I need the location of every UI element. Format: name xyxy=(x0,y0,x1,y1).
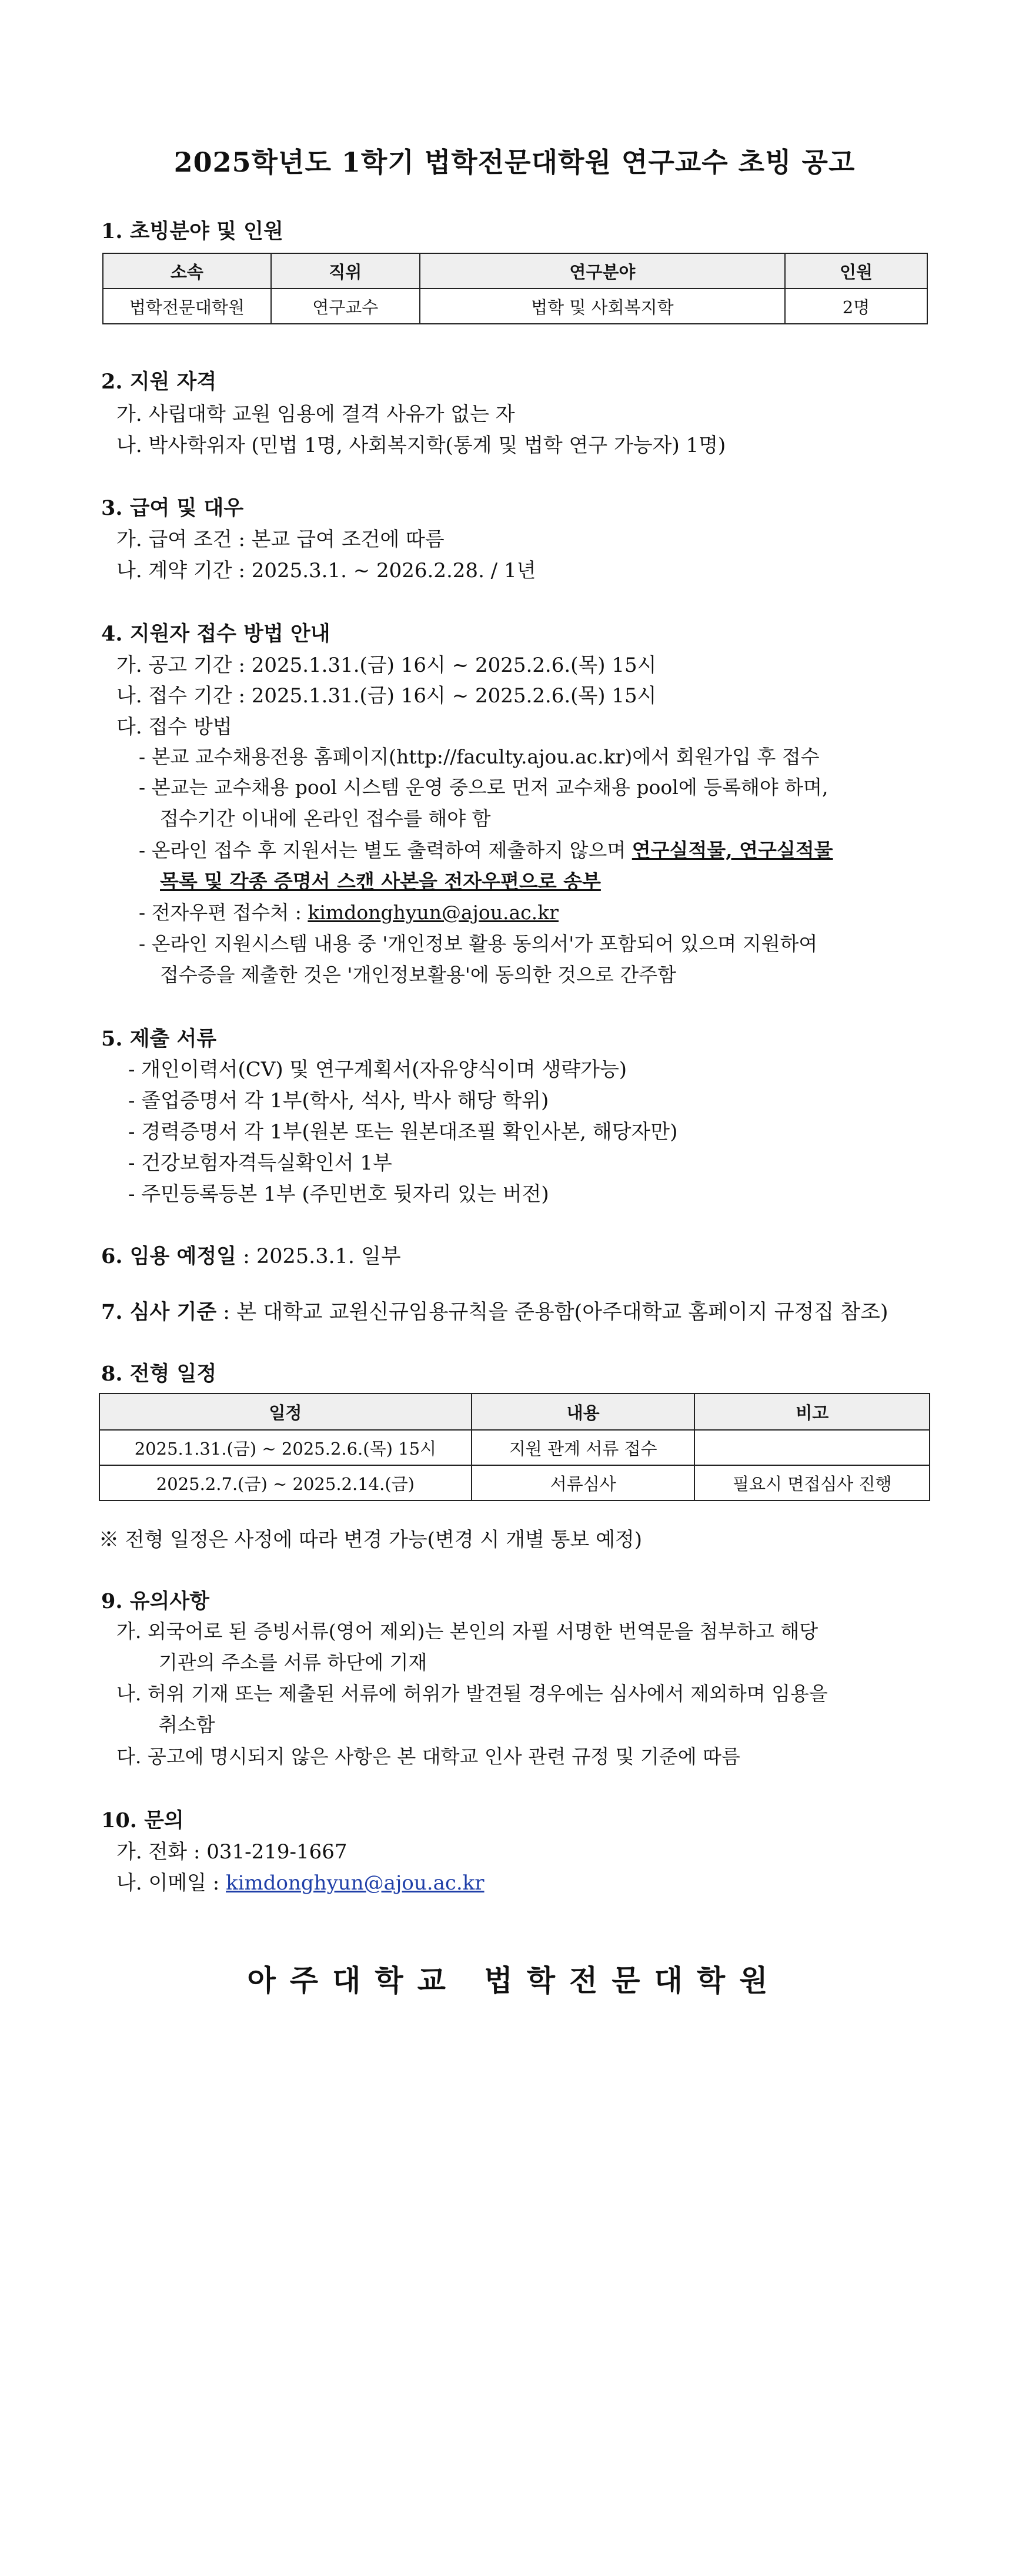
list-item: 다. 접수 방법 xyxy=(116,715,232,739)
contact-email-label: 나. 이메일 : xyxy=(116,1871,226,1895)
cell-remarks xyxy=(694,1430,930,1465)
recruitment-table-header xyxy=(103,253,927,289)
schedule-note: ※ 전형 일정은 사정에 따라 변경 가능(변경 시 개별 통보 예정) xyxy=(99,1528,643,1552)
col-remarks: 비고 xyxy=(694,1393,930,1430)
cell-affiliation: 법학전문대학원 xyxy=(103,289,271,324)
col-affiliation: 소속 xyxy=(103,253,271,289)
institution-signature: 아주대학교 법학전문대학원 xyxy=(247,1963,782,1998)
col-headcount: 인원 xyxy=(785,253,927,289)
col-research-field: 연구분야 xyxy=(420,253,785,289)
cell-research-field: 법학 및 사회복지학 xyxy=(420,289,785,324)
cell-position: 연구교수 xyxy=(271,289,420,324)
cell-remarks: 필요시 면접심사 진행 xyxy=(694,1465,930,1500)
list-item: - 건강보험자격득실확인서 1부 xyxy=(128,1151,392,1175)
bullet-consent-line2: 접수증을 제출한 것은 '개인정보활용'에 동의한 것으로 간주함 xyxy=(160,963,677,986)
section-4-heading: 4. 지원자 접수 방법 안내 xyxy=(101,622,330,646)
section-10-heading: 10. 문의 xyxy=(101,1808,184,1833)
notice-a-line1: 가. 외국어로 된 증빙서류(영어 제외)는 본인의 자필 서명한 번역문을 첨부하고 해당 xyxy=(116,1620,818,1643)
bullet-submission-line1 xyxy=(139,835,833,863)
section-7-line xyxy=(101,1296,888,1325)
list-item: - 경력증명서 각 1부(원본 또는 원본대조필 확인사본, 해당자만) xyxy=(128,1120,678,1144)
col-content: 내용 xyxy=(472,1393,695,1430)
appointment-date: : 2025.3.1. 일부 xyxy=(236,1245,401,1268)
bullet-consent-line1: - 온라인 지원시스템 내용 중 '개인정보 활용 동의서'가 포함되어 있으며 지원하여 xyxy=(139,932,818,955)
bullet-pool-line2: 접수기간 이내에 온라인 접수를 해야 함 xyxy=(160,807,491,830)
bullet-submission-text: - 온라인 접수 후 지원서는 별도 출력하여 제출하지 않으며 xyxy=(139,839,632,862)
list-item: - 주민등록등본 1부 (주민번호 뒷자리 있는 버전) xyxy=(128,1183,549,1206)
bullet-homepage: - 본교 교수채용전용 홈페이지(http://faculty.ajou.ac.kr)에서 회원가입 후 접수 xyxy=(139,745,820,768)
section-5-heading: 5. 제출 서류 xyxy=(101,1027,217,1051)
bullet-email-receipt xyxy=(139,897,559,925)
section-8-heading: 8. 전형 일정 xyxy=(101,1362,217,1386)
notice-b-line1: 나. 허위 기재 또는 제출된 서류에 허위가 발견될 경우에는 심사에서 제외하며 임용을 xyxy=(116,1682,828,1705)
bullet-submission-emphasis: 연구실적물, 연구실적물 xyxy=(632,839,833,862)
review-criteria: : 본 대학교 교원신규임용규칙을 준용함(아주대학교 홈페이지 규정집 참조) xyxy=(216,1301,888,1324)
table-row xyxy=(99,1430,930,1465)
cell-headcount: 2명 xyxy=(785,289,927,324)
section-9-heading: 9. 유의사항 xyxy=(101,1589,209,1613)
table-row xyxy=(99,1465,930,1500)
bullet-email-label: - 전자우편 접수처 : xyxy=(139,901,308,924)
section-3-heading: 3. 급여 및 대우 xyxy=(101,496,244,520)
section-6-heading: 6. 임용 예정일 xyxy=(101,1244,236,1268)
list-item: 가. 공고 기간 : 2025.1.31.(금) 16시 ~ 2025.2.6.(목) 15시 xyxy=(116,654,657,677)
list-item: 가. 급여 조건 : 본교 급여 조건에 따름 xyxy=(116,528,445,551)
list-item: 나. 접수 기간 : 2025.1.31.(금) 16시 ~ 2025.2.6.(목) 15시 xyxy=(116,684,657,708)
cell-content: 지원 관계 서류 접수 xyxy=(472,1430,695,1465)
bullet-submission-line2: 목록 및 각종 증명서 스캔 사본을 전자우편으로 송부 xyxy=(160,870,601,893)
list-item: 가. 사립대학 교원 임용에 결격 사유가 없는 자 xyxy=(116,403,515,426)
list-item: 나. 계약 기간 : 2025.3.1. ~ 2026.2.28. / 1년 xyxy=(116,559,536,582)
list-item: 나. 박사학위자 (민법 1명, 사회복지학(통계 및 법학 연구 가능자) 1명) xyxy=(116,434,726,457)
contact-phone: 가. 전화 : 031-219-1667 xyxy=(116,1840,348,1864)
recruitment-table xyxy=(102,253,928,324)
notice-a-line2: 기관의 주소를 서류 하단에 기재 xyxy=(159,1651,427,1674)
cell-schedule: 2025.1.31.(금) ~ 2025.2.6.(목) 15시 xyxy=(99,1430,472,1465)
table-row xyxy=(103,289,927,324)
contact-email-line xyxy=(116,1867,485,1895)
receipt-email-link[interactable]: kimdonghyun@ajou.ac.kr xyxy=(308,901,559,924)
section-2-heading: 2. 지원 자격 xyxy=(101,370,217,394)
schedule-table-header xyxy=(99,1393,930,1430)
list-item: - 개인이력서(CV) 및 연구계획서(자유양식이며 생략가능) xyxy=(128,1058,627,1081)
section-1-heading: 1. 초빙분야 및 인원 xyxy=(101,219,283,243)
col-position: 직위 xyxy=(271,253,420,289)
bullet-pool-line1: - 본교는 교수채용 pool 시스템 운영 중으로 먼저 교수채용 pool에 등록해야 하며, xyxy=(139,776,828,799)
schedule-table xyxy=(99,1393,930,1501)
page-title: 2025학년도 1학기 법학전문대학원 연구교수 초빙 공고 xyxy=(173,146,856,178)
list-item: - 졸업증명서 각 1부(학사, 석사, 박사 해당 학위) xyxy=(128,1089,549,1113)
section-6-line xyxy=(101,1240,401,1269)
notice-b-line2: 취소함 xyxy=(159,1713,215,1736)
col-schedule: 일정 xyxy=(99,1393,472,1430)
notice-c: 다. 공고에 명시되지 않은 사항은 본 대학교 인사 관련 규정 및 기준에 따름 xyxy=(116,1745,740,1768)
section-7-heading: 7. 심사 기준 xyxy=(101,1300,217,1324)
contact-email-link[interactable]: kimdonghyun@ajou.ac.kr xyxy=(226,1871,485,1895)
cell-schedule: 2025.2.7.(금) ~ 2025.2.14.(금) xyxy=(99,1465,472,1500)
cell-content: 서류심사 xyxy=(472,1465,695,1500)
